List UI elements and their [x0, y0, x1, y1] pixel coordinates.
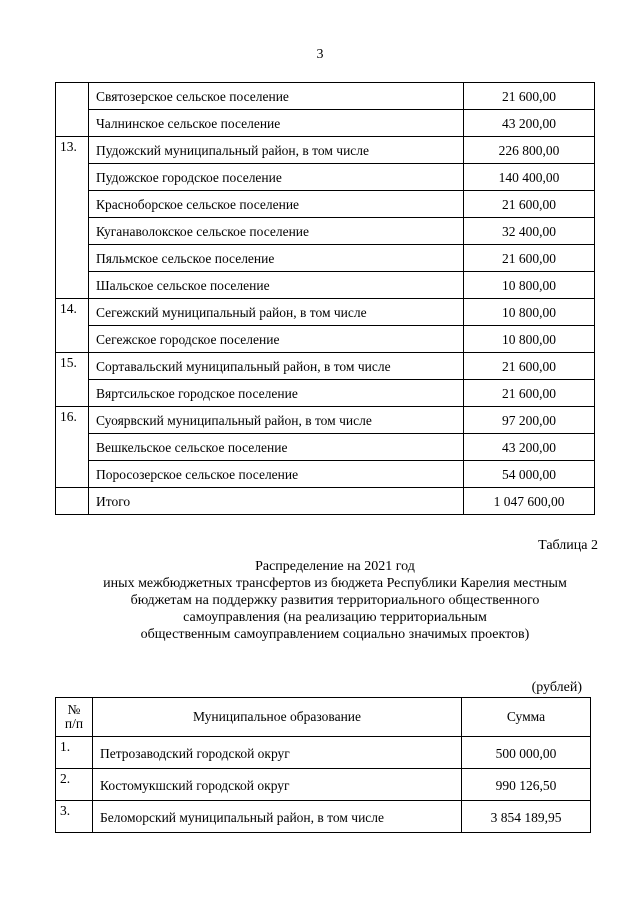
- total-label-cell: Итого: [89, 488, 464, 515]
- municipality-cell: Вяртсильское городское поселение: [89, 380, 464, 407]
- municipality-cell: Суоярвский муниципальный район, в том числе: [89, 407, 464, 434]
- table-2-label: Таблица 2: [538, 538, 598, 553]
- heading-line: иных межбюджетных трансфертов из бюджета Республики Карелия местным: [103, 576, 567, 591]
- allocation-table-1: [55, 82, 595, 515]
- amount-cell: 21 600,00: [464, 245, 595, 272]
- total-row: [56, 488, 595, 515]
- number-column-header: [56, 698, 93, 737]
- amount-cell: 226 800,00: [464, 137, 595, 164]
- municipality-cell: Сегежский муниципальный район, в том числе: [89, 299, 464, 326]
- amount-cell: 54 000,00: [464, 461, 595, 488]
- amount-cell: 97 200,00: [464, 407, 595, 434]
- amount-cell: 500 000,00: [462, 737, 591, 769]
- heading-line: самоуправления (на реализацию территориальным: [183, 610, 487, 625]
- row-number-cell: 3.: [56, 801, 93, 833]
- table-row: [56, 137, 595, 164]
- table-row: [56, 83, 595, 110]
- amount-cell: 990 126,50: [462, 769, 591, 801]
- number-header-line: №: [67, 702, 81, 717]
- table-row: [56, 299, 595, 326]
- municipality-cell: Костомукшский городской округ: [93, 769, 462, 801]
- table-2-heading: [55, 558, 615, 643]
- table-row: [56, 737, 591, 769]
- amount-cell: 21 600,00: [464, 191, 595, 218]
- municipality-cell: Беломорский муниципальный район, в том числе: [93, 801, 462, 833]
- table-row: [56, 164, 595, 191]
- total-amount-cell: 1 047 600,00: [464, 488, 595, 515]
- table-row: [56, 110, 595, 137]
- amount-cell: 10 800,00: [464, 272, 595, 299]
- currency-note: (рублей): [531, 680, 582, 695]
- amount-cell: 21 600,00: [464, 353, 595, 380]
- municipality-cell: Чалнинское сельское поселение: [89, 110, 464, 137]
- table-row: [56, 245, 595, 272]
- table-row: [56, 272, 595, 299]
- allocation-table-2: [55, 697, 591, 833]
- row-number-cell: 2.: [56, 769, 93, 801]
- municipality-cell: Шальское сельское поселение: [89, 272, 464, 299]
- table-row: [56, 407, 595, 434]
- page-number: 3: [316, 47, 324, 62]
- municipality-cell: Сегежское городское поселение: [89, 326, 464, 353]
- municipality-cell: Пудожское городское поселение: [89, 164, 464, 191]
- table-header-row: [56, 698, 591, 737]
- amount-cell: 3 854 189,95: [462, 801, 591, 833]
- table-row: [56, 326, 595, 353]
- row-number-cell: 1.: [56, 737, 93, 769]
- table-row: [56, 191, 595, 218]
- table-row: [56, 353, 595, 380]
- heading-line: бюджетам на поддержку развития территориального общественного: [130, 593, 540, 608]
- municipality-cell: Святозерское сельское поселение: [89, 83, 464, 110]
- row-number-cell: 14.: [56, 299, 89, 353]
- table-row: [56, 434, 595, 461]
- municipality-cell: Красноборское сельское поселение: [89, 191, 464, 218]
- amount-cell: 10 800,00: [464, 326, 595, 353]
- row-number-cell: 13.: [56, 137, 89, 299]
- municipality-cell: Куганаволокское сельское поселение: [89, 218, 464, 245]
- amount-cell: 140 400,00: [464, 164, 595, 191]
- municipality-cell: Петрозаводский городской округ: [93, 737, 462, 769]
- table-row: [56, 218, 595, 245]
- row-number-cell: [56, 83, 89, 137]
- row-number-cell: 16.: [56, 407, 89, 488]
- table-row: [56, 461, 595, 488]
- municipality-cell: Сортавальский муниципальный район, в том числе: [89, 353, 464, 380]
- municipality-column-header: Муниципальное образование: [93, 698, 462, 737]
- table-row: [56, 769, 591, 801]
- heading-line: общественным самоуправлением социально значимых проектов): [140, 627, 530, 642]
- municipality-cell: Вешкельское сельское поселение: [89, 434, 464, 461]
- municipality-cell: Пудожский муниципальный район, в том числе: [89, 137, 464, 164]
- amount-cell: 32 400,00: [464, 218, 595, 245]
- amount-column-header: Сумма: [462, 698, 591, 737]
- row-number-cell: 15.: [56, 353, 89, 407]
- table-row: [56, 801, 591, 833]
- municipality-cell: Пяльмское сельское поселение: [89, 245, 464, 272]
- number-header-line: п/п: [64, 716, 84, 731]
- municipality-cell: Поросозерское сельское поселение: [89, 461, 464, 488]
- heading-line: Распределение на 2021 год: [255, 559, 415, 574]
- row-number-cell: [56, 488, 89, 515]
- amount-cell: 10 800,00: [464, 299, 595, 326]
- amount-cell: 43 200,00: [464, 434, 595, 461]
- amount-cell: 21 600,00: [464, 380, 595, 407]
- table-row: [56, 380, 595, 407]
- amount-cell: 43 200,00: [464, 110, 595, 137]
- amount-cell: 21 600,00: [464, 83, 595, 110]
